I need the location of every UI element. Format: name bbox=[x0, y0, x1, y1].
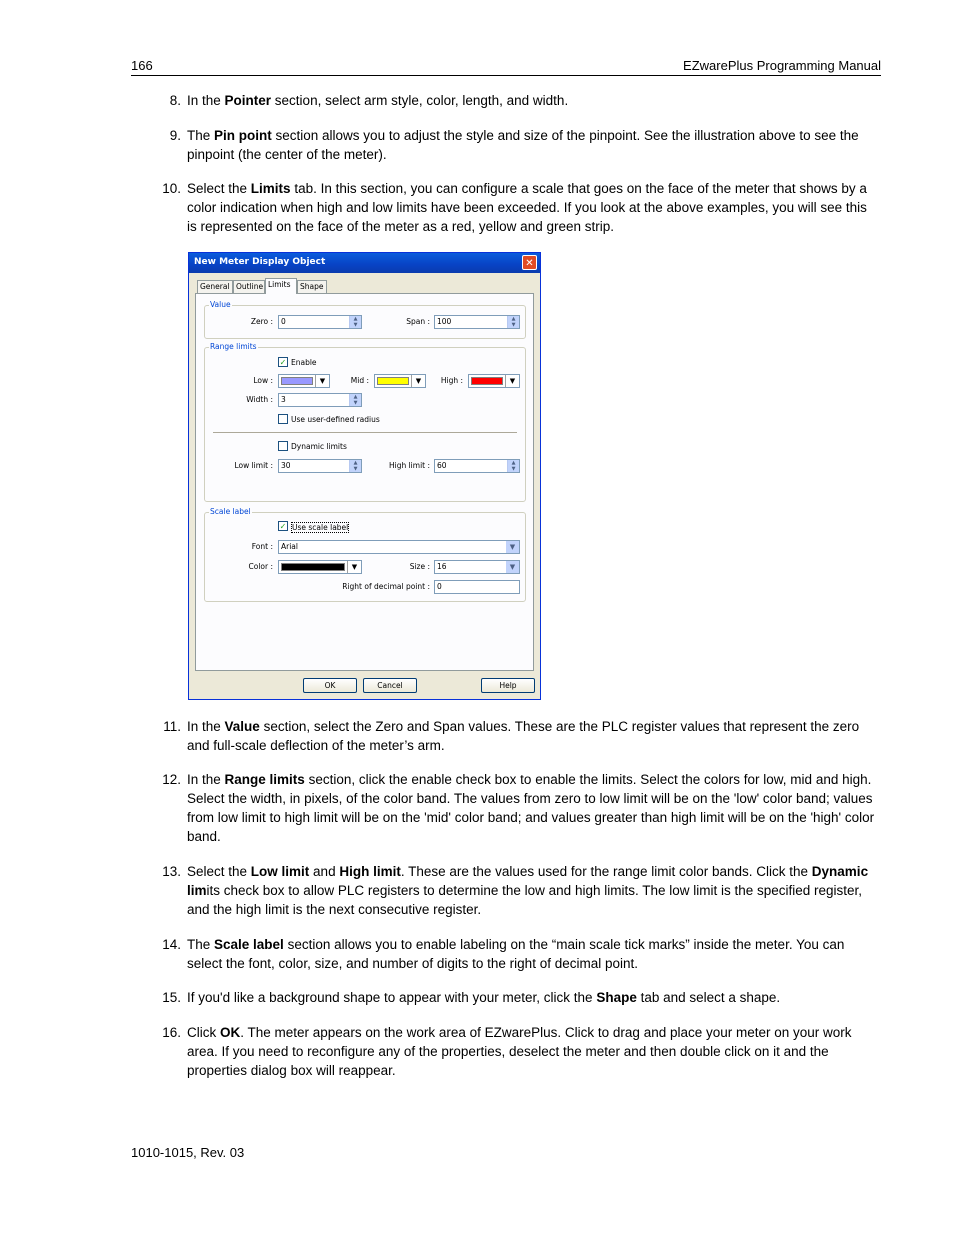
cancel-button[interactable]: Cancel bbox=[363, 678, 417, 693]
font-label: Font : bbox=[251, 542, 273, 551]
close-icon[interactable]: ✕ bbox=[522, 255, 537, 270]
width-spinner[interactable]: ▲ ▼ bbox=[349, 394, 361, 406]
limits-panel bbox=[195, 293, 534, 671]
high-limit-spinner[interactable]: ▲ ▼ bbox=[507, 460, 519, 472]
low-limit-input[interactable]: 30 ▲ ▼ bbox=[278, 459, 362, 473]
low-color-swatch bbox=[281, 377, 313, 385]
high-color-swatch bbox=[471, 377, 503, 385]
dynamic-limits-label: Dynamic limits bbox=[291, 442, 347, 451]
font-select[interactable]: Arial ▼ bbox=[278, 540, 520, 554]
width-label: Width : bbox=[246, 395, 273, 404]
tab-outline[interactable]: Outline bbox=[233, 280, 265, 293]
dialog-title: New Meter Display Object bbox=[194, 257, 326, 267]
user-radius-checkbox[interactable] bbox=[278, 414, 288, 424]
high-limit-input[interactable]: 60 ▲ ▼ bbox=[434, 459, 520, 473]
chevron-down-icon[interactable]: ▼ bbox=[411, 375, 425, 387]
low-label: Low : bbox=[253, 376, 273, 385]
chevron-down-icon[interactable]: ▼ bbox=[506, 561, 519, 573]
high-color-picker[interactable] bbox=[468, 374, 520, 388]
chevron-down-icon[interactable]: ▼ bbox=[506, 541, 519, 553]
manual-title: EZwarePlus Programming Manual bbox=[683, 58, 881, 73]
tab-shape[interactable]: Shape bbox=[297, 280, 327, 293]
high-limit-label: High limit : bbox=[388, 461, 430, 470]
low-color-picker[interactable] bbox=[278, 374, 330, 388]
document-id: 1010-1015, Rev. 03 bbox=[131, 1145, 245, 1160]
decimal-input[interactable]: 0 bbox=[434, 580, 520, 594]
span-spinner[interactable]: ▲ ▼ bbox=[507, 316, 519, 328]
range-limits-group-label: Range limits bbox=[210, 342, 257, 351]
ok-button[interactable]: OK bbox=[303, 678, 357, 693]
tab-limits[interactable]: Limits bbox=[265, 278, 297, 294]
scale-label-group-label: Scale label bbox=[210, 507, 251, 516]
zero-label: Zero : bbox=[250, 317, 273, 326]
enable-label: Enable bbox=[291, 358, 317, 367]
help-button[interactable]: Help bbox=[481, 678, 535, 693]
width-input[interactable]: 3 ▲ ▼ bbox=[278, 393, 362, 407]
scale-color-swatch bbox=[281, 563, 345, 571]
size-select[interactable]: 16 ▼ bbox=[434, 560, 520, 574]
use-scale-label-label: Use scale label bbox=[292, 523, 349, 532]
high-label: High : bbox=[440, 376, 463, 385]
meter-display-dialog bbox=[188, 252, 541, 700]
low-limit-label: Low limit : bbox=[234, 461, 273, 470]
mid-label: Mid : bbox=[350, 376, 369, 385]
chevron-down-icon[interactable]: ▼ bbox=[505, 375, 519, 387]
range-limits-group bbox=[204, 342, 526, 502]
tab-general[interactable]: General bbox=[197, 280, 233, 293]
value-group-label: Value bbox=[210, 300, 231, 309]
dynamic-limits-checkbox[interactable] bbox=[278, 441, 288, 451]
decimal-label: Right of decimal point : bbox=[342, 582, 430, 591]
span-input[interactable]: 100 ▲ ▼ bbox=[434, 315, 520, 329]
enable-checkbox[interactable]: ✓ bbox=[279, 358, 287, 367]
mid-color-picker[interactable] bbox=[374, 374, 426, 388]
use-scale-label-checkbox[interactable]: ✓ bbox=[279, 522, 287, 531]
color-label: Color : bbox=[248, 562, 273, 571]
dialog-title-bar bbox=[189, 253, 540, 273]
value-group bbox=[204, 300, 526, 339]
user-radius-label: Use user-defined radius bbox=[291, 415, 380, 424]
zero-spinner[interactable]: ▲ ▼ bbox=[349, 316, 361, 328]
range-separator bbox=[213, 432, 517, 433]
zero-input[interactable]: 0 ▲ ▼ bbox=[278, 315, 362, 329]
mid-color-swatch bbox=[377, 377, 409, 385]
header-rule bbox=[131, 75, 881, 76]
low-limit-spinner[interactable]: ▲ ▼ bbox=[349, 460, 361, 472]
span-label: Span : bbox=[406, 317, 430, 326]
chevron-down-icon[interactable]: ▼ bbox=[347, 561, 361, 573]
size-label: Size : bbox=[409, 562, 430, 571]
scale-label-group bbox=[204, 507, 526, 602]
chevron-down-icon[interactable]: ▼ bbox=[315, 375, 329, 387]
scale-color-picker[interactable] bbox=[278, 560, 362, 574]
page-number: 166 bbox=[131, 58, 153, 73]
